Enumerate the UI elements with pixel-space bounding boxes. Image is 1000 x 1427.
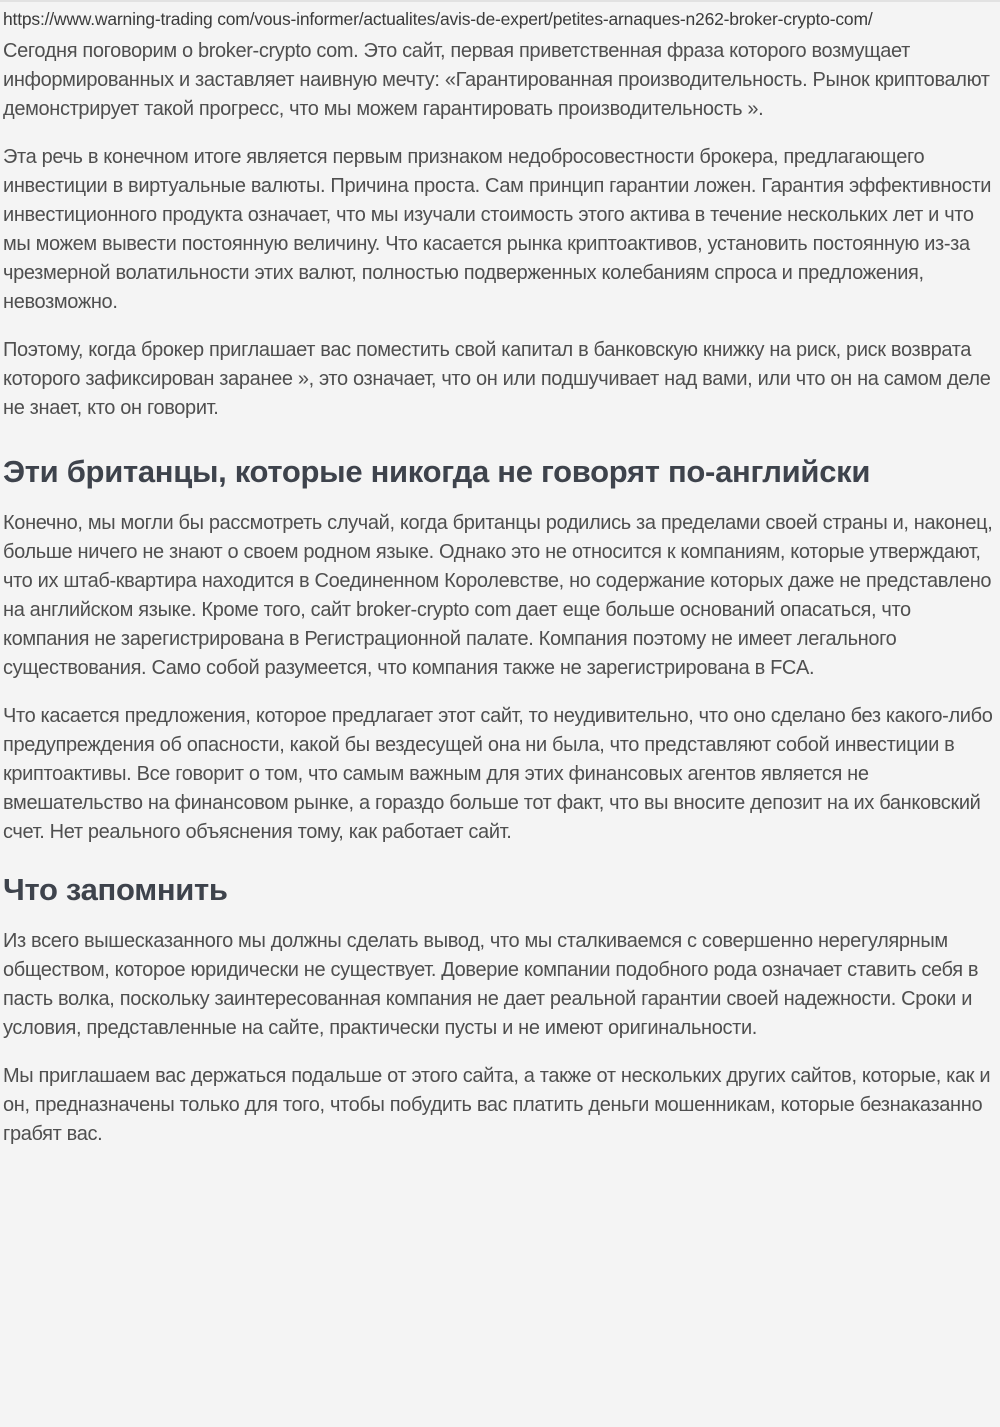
paragraph-conclusion: Из всего вышесказанного мы должны сделать вывод, что мы сталкиваемся с совершенно нерегулярным обществом, которое юридически не существует. Доверие компании подобного рода означает ставить себя в пасть волка, поскольку заинтересованная компания не дает реальной гарантии своей надежности. Сроки и условия, представленные на сайте, практически пусты и не имеют оригинальности. xyxy=(3,930,979,1039)
paragraph-site-offer: Что касается предложения, которое предлагает этот сайт, то неудивительно, что оно сделано без какого-либо предупреждения об опасности, какой бы вездесущей она ни была, что представляют собой инвестиции в криптоактивы. Все говорит о том, что самым важным для этих финансовых агентов является не вмешательство на финансовом рынке, а гораздо больше тот факт, что вы вносите депозит на их банковский счет. Нет реального объяснения тому, как работает сайт. xyxy=(3,705,993,843)
paragraph-guarantee-principle: Эта речь в конечном итоге является первым признаком недобросовестности брокера, предлагающего инвестиции в виртуальные валюты. Причина проста. Сам принцип гарантии ложен. Гарантия эффективности инвестиционного продукта означает, что мы изучали стоимость этого актива в течение нескольких лет и что мы можем вывести постоянную величину. Что касается рынка криптоактивов, установить постоянную из-за чрезмерной волатильности этих валют, полностью подверженных колебаниям спроса и предложения, невозможно. xyxy=(3,146,992,313)
address-bar-url[interactable]: https://www.warning-trading com/vous-informer/actualites/avis-de-expert/petites-arnaques-n262-broker-crypto-com/ xyxy=(3,9,873,29)
section-heading-remember: Что запомнить xyxy=(3,872,228,907)
article-body xyxy=(0,31,1000,1149)
section-heading-british: Эти британцы, которые никогда не говорят по-английски xyxy=(3,454,871,489)
paragraph-final-warning: Мы приглашаем вас держаться подальше от этого сайта, а также от нескольких других сайтов, которые, как и он, предназначены только для того, чтобы побудить вас платить деньги мошенникам, которые безнаказанно грабят вас. xyxy=(3,1065,991,1145)
paragraph-uk-registration: Конечно, мы могли бы рассмотреть случай, когда британцы родились за пределами своей страны и, наконец, больше ничего не знают о своем родном языке. Однако это не относится к компаниям, которые утверждают, что их штаб-квартира находится в Соединенном Королевстве, но содержание которых даже не представлено на английском языке. Кроме того, сайт broker-crypto com дает еще больше оснований опасаться, что компания не зарегистрирована в Регистрационной палате. Компания поэтому не имеет легального существования. Само собой разумеется, что компания также не зарегистрирована в FCA. xyxy=(3,512,993,679)
paragraph-broker-invitation: Поэтому, когда брокер приглашает вас поместить свой капитал в банковскую книжку на риск, риск возврата которого зафиксирован заранее », это означает, что он или подшучивает над вами, или что он на самом деле не знает, кто он говорит. xyxy=(3,339,991,419)
intro-paragraph: Сегодня поговорим о broker-crypto com. Это сайт, первая приветственная фраза которого возмущает информированных и заставляет наивную мечту: «Гарантированная производительность. Рынок криптовалют демонстрирует такой прогресс, что мы можем гарантировать производительность ». xyxy=(3,40,990,120)
